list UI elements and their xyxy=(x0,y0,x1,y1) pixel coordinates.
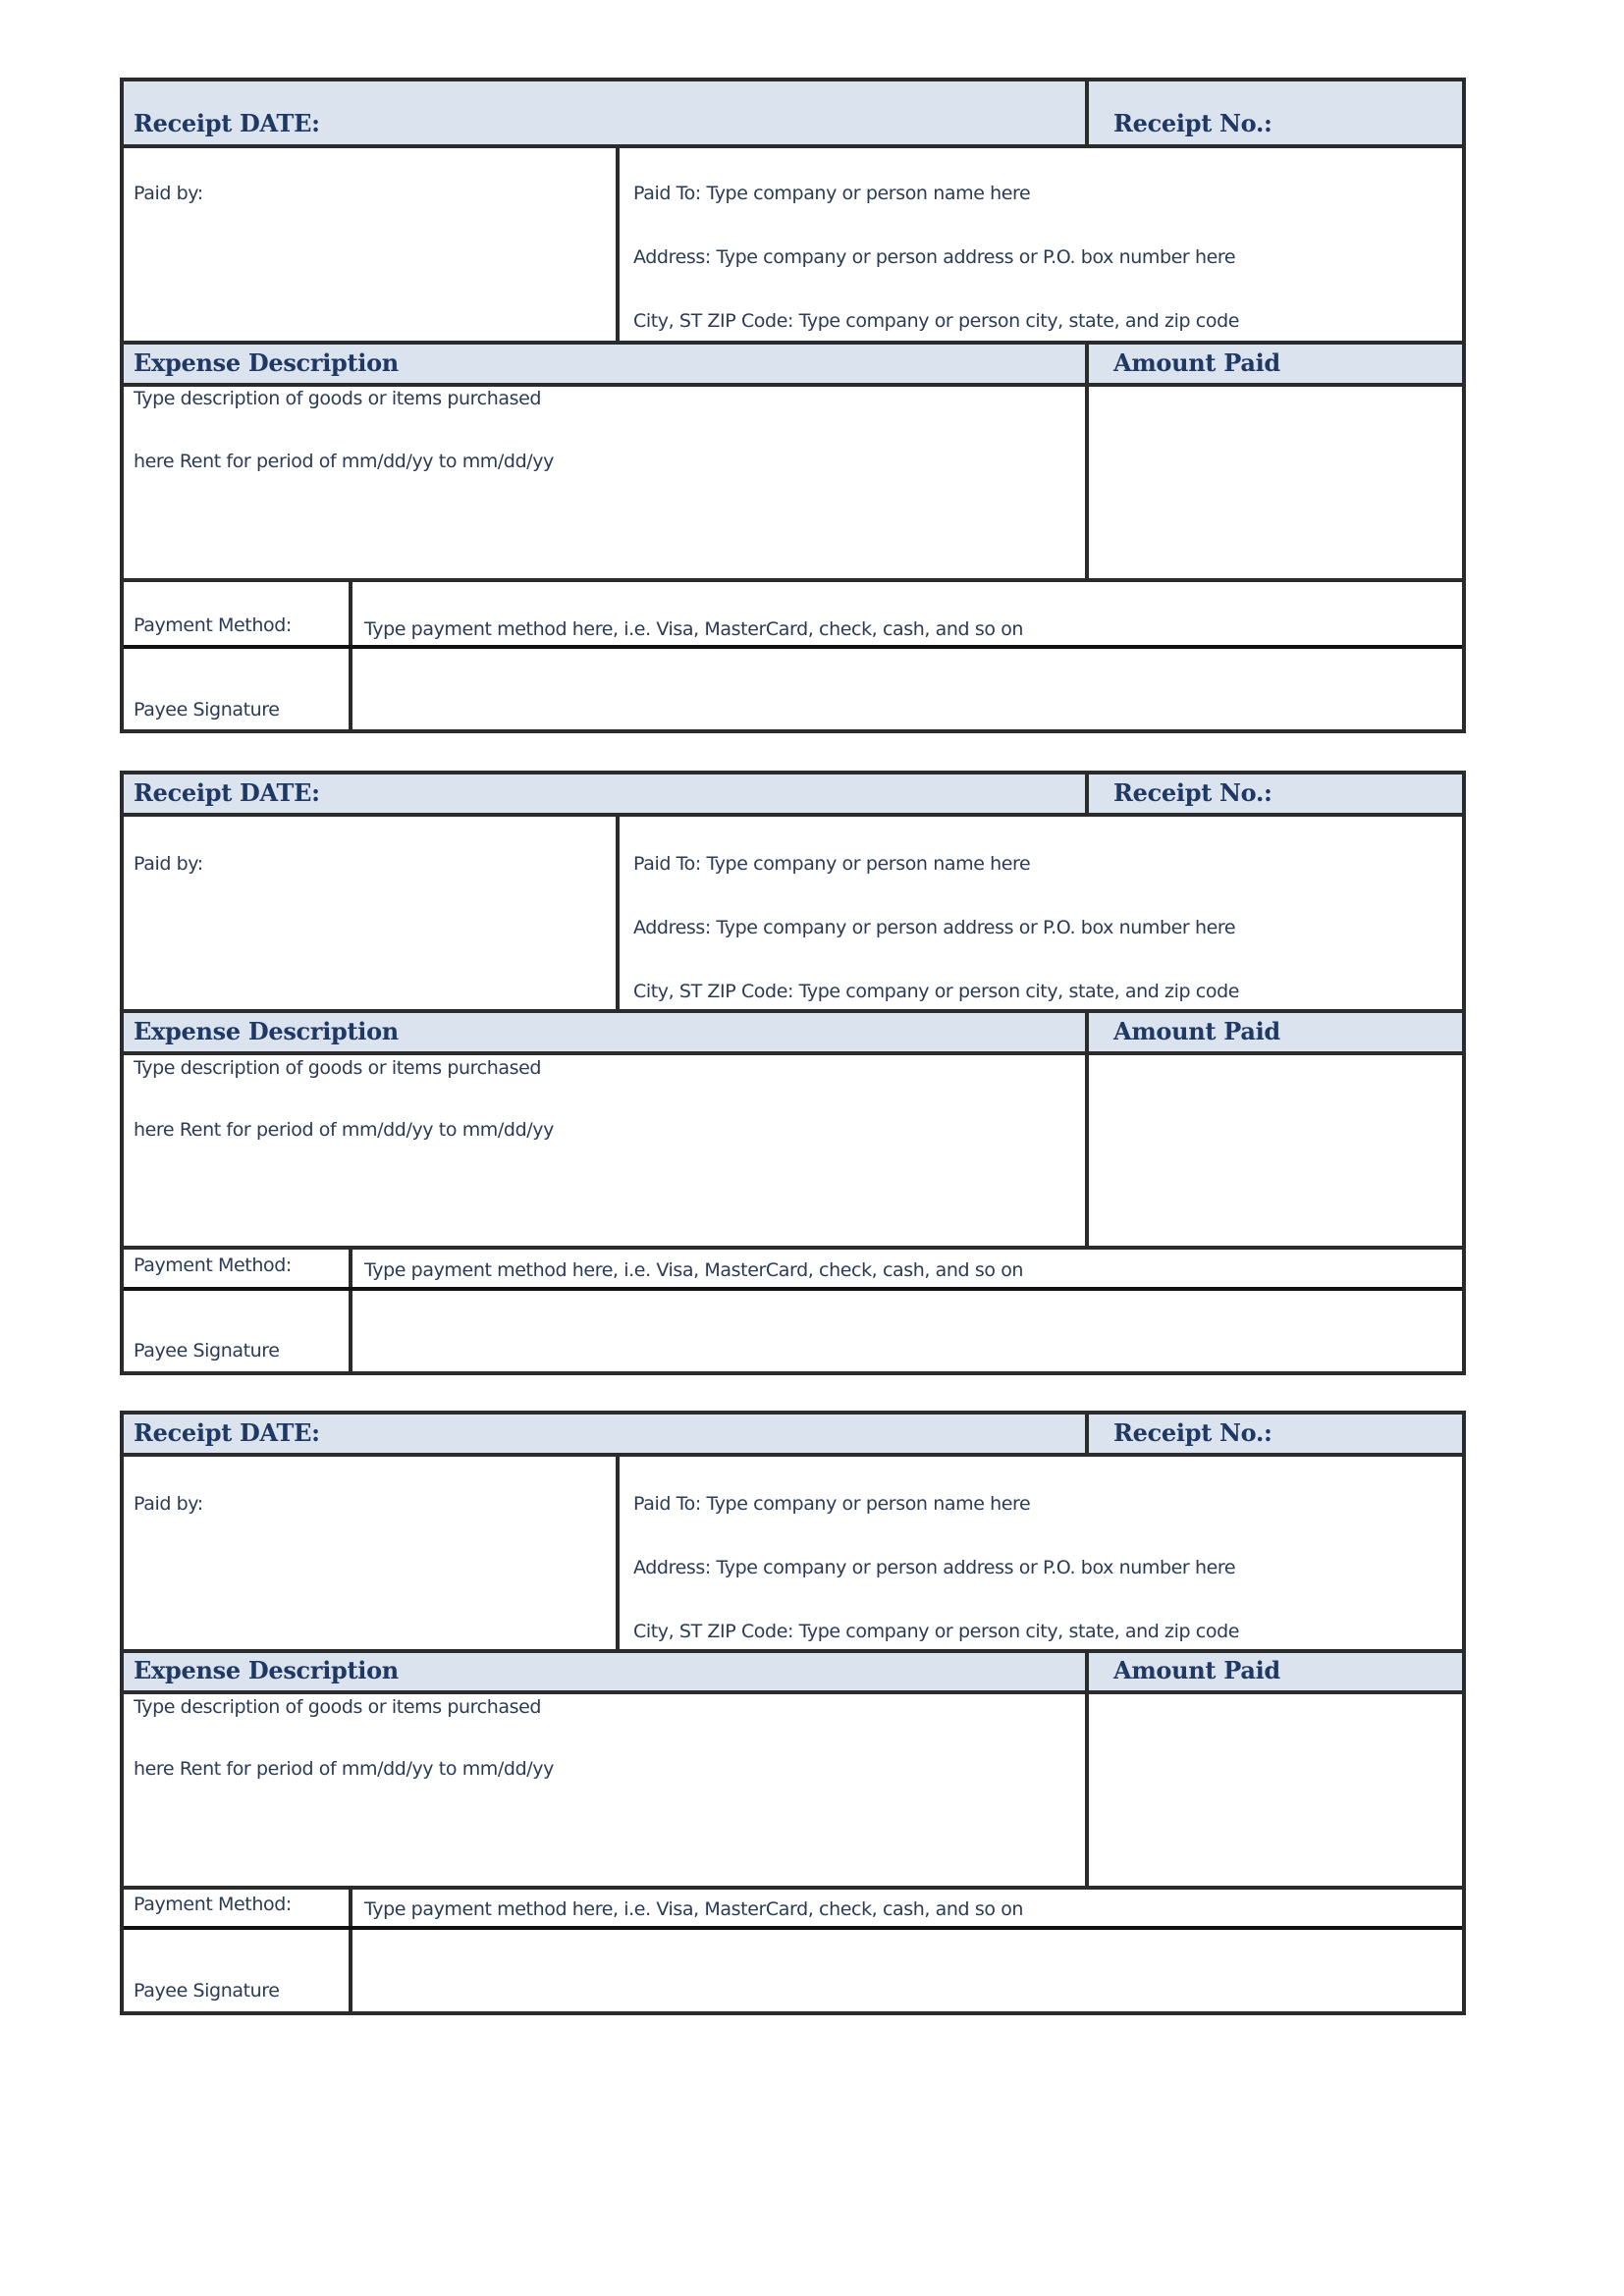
amount-paid-field[interactable] xyxy=(1089,1694,1462,1886)
paid-to-field[interactable]: Paid To: Type company or person name here xyxy=(633,1493,1031,1515)
description-line-2: here Rent for period of mm/dd/yy to mm/dd/yy xyxy=(134,451,554,472)
payee-signature-field[interactable] xyxy=(352,1291,1462,1371)
divider xyxy=(1085,81,1089,144)
city-state-zip-field[interactable]: City, ST ZIP Code: Type company or person city, state, and zip code xyxy=(633,1621,1240,1642)
paid-to-field[interactable]: Paid To: Type company or person name here xyxy=(633,183,1031,204)
expense-description-label: Expense Description xyxy=(134,348,399,377)
payment-method-field[interactable]: Type payment method here, i.e. Visa, MasterCard, check, cash, and so on xyxy=(364,1259,1024,1281)
divider xyxy=(124,1246,1462,1250)
amount-paid-label: Amount Paid xyxy=(1113,348,1280,377)
divider xyxy=(124,578,1462,582)
payment-method-field[interactable]: Type payment method here, i.e. Visa, MasterCard, check, cash, and so on xyxy=(364,618,1024,640)
payment-method-label: Payment Method: xyxy=(134,1255,292,1276)
expense-description-label: Expense Description xyxy=(134,1017,399,1045)
city-state-zip-field[interactable]: City, ST ZIP Code: Type company or person city, state, and zip code xyxy=(633,981,1240,1002)
paid-by-label: Paid by: xyxy=(134,1493,203,1515)
receipt-date-label: Receipt DATE: xyxy=(134,778,320,807)
paid-by-label: Paid by: xyxy=(134,853,203,875)
receipt-date-label: Receipt DATE: xyxy=(134,109,320,137)
paid-by-cell[interactable] xyxy=(124,1457,616,1649)
description-line-1: Type description of goods or items purchased xyxy=(134,1696,542,1718)
description-line-1: Type description of goods or items purchased xyxy=(134,388,542,409)
expense-description-label: Expense Description xyxy=(134,1656,399,1684)
address-field[interactable]: Address: Type company or person address or P.O. box number here xyxy=(633,917,1236,938)
payee-signature-label: Payee Signature xyxy=(134,1340,280,1362)
payment-method-field[interactable]: Type payment method here, i.e. Visa, MasterCard, check, cash, and so on xyxy=(364,1898,1024,1920)
description-line-1: Type description of goods or items purchased xyxy=(134,1057,542,1079)
divider xyxy=(1085,1415,1089,1453)
receipt-no-label: Receipt No.: xyxy=(1113,778,1272,807)
payee-signature-label: Payee Signature xyxy=(134,1980,280,2002)
address-field[interactable]: Address: Type company or person address or P.O. box number here xyxy=(633,1557,1236,1578)
description-line-2: here Rent for period of mm/dd/yy to mm/dd/yy xyxy=(134,1758,554,1780)
payment-method-label: Payment Method: xyxy=(134,1894,292,1915)
receipt-2 xyxy=(120,771,1466,1375)
receipt-date-label: Receipt DATE: xyxy=(134,1418,320,1447)
divider xyxy=(124,1886,1462,1890)
paid-to-field[interactable]: Paid To: Type company or person name here xyxy=(633,853,1031,875)
expense-description-field[interactable] xyxy=(124,1055,1085,1246)
payment-method-label: Payment Method: xyxy=(134,614,292,636)
city-state-zip-field[interactable]: City, ST ZIP Code: Type company or person city, state, and zip code xyxy=(633,310,1240,332)
description-line-2: here Rent for period of mm/dd/yy to mm/dd/yy xyxy=(134,1119,554,1141)
amount-paid-field[interactable] xyxy=(1089,1055,1462,1246)
expense-description-field[interactable] xyxy=(124,387,1085,578)
expense-description-field[interactable] xyxy=(124,1694,1085,1886)
amount-paid-label: Amount Paid xyxy=(1113,1017,1280,1045)
receipt-no-label: Receipt No.: xyxy=(1113,109,1272,137)
paid-by-cell[interactable] xyxy=(124,817,616,1009)
receipt-3 xyxy=(120,1411,1466,2015)
divider xyxy=(1085,774,1089,813)
payee-signature-field[interactable] xyxy=(352,649,1462,729)
payee-signature-field[interactable] xyxy=(352,1930,1462,2011)
payee-signature-label: Payee Signature xyxy=(134,699,280,721)
receipt-no-label: Receipt No.: xyxy=(1113,1418,1272,1447)
paid-by-label: Paid by: xyxy=(134,183,203,204)
address-field[interactable]: Address: Type company or person address or P.O. box number here xyxy=(633,246,1236,268)
paid-by-cell[interactable] xyxy=(124,148,616,341)
amount-paid-label: Amount Paid xyxy=(1113,1656,1280,1684)
amount-paid-field[interactable] xyxy=(1089,387,1462,578)
receipt-1 xyxy=(120,78,1466,733)
